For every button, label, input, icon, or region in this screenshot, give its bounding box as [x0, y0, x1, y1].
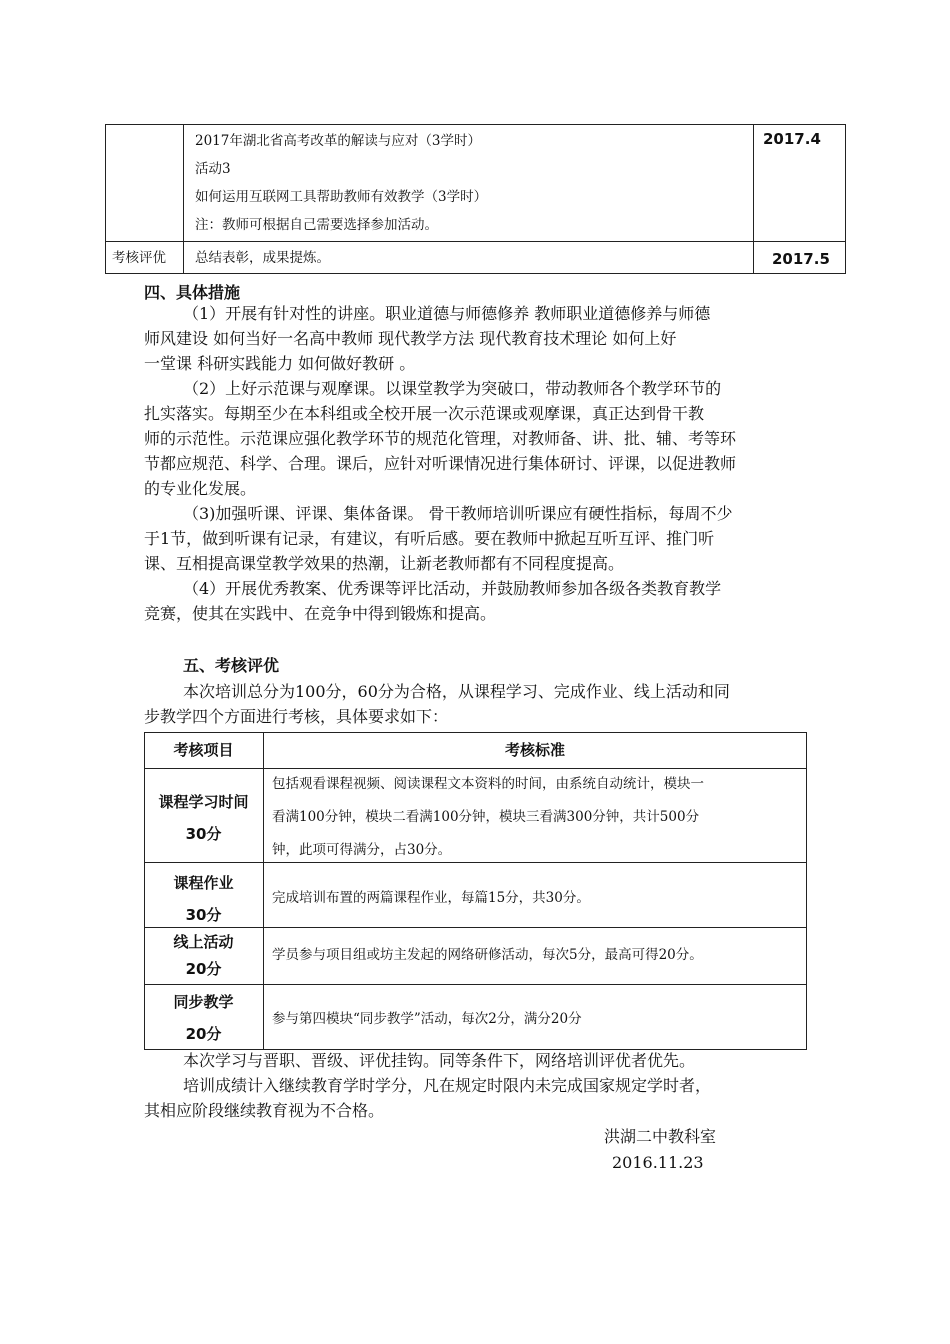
- item-standard: 钟，此项可得满分，占30分。: [272, 842, 452, 858]
- paragraph-line: （1）开展有针对性的讲座。职业道德与师德修养 教师职业道德修养与师德: [183, 304, 711, 323]
- item-score: 20分: [185, 1025, 222, 1043]
- item-name: 同步教学: [173, 993, 234, 1011]
- item-name: 课程学习时间: [158, 793, 249, 811]
- table-divider: [145, 927, 806, 928]
- activity-note: 注：教师可根据自己需要选择参加活动。: [195, 217, 438, 233]
- paragraph-line: 课、互相提高课堂教学效果的热潮，让新老教师都有不同程度提高。: [144, 554, 625, 573]
- item-standard: 完成培训布置的两篇课程作业，每篇15分，共30分。: [272, 890, 590, 906]
- table-divider: [753, 125, 754, 273]
- table-divider: [183, 125, 184, 273]
- activity-line: 活动3: [195, 161, 231, 177]
- schedule-date: 2017.5: [772, 250, 830, 268]
- activity-line: 2017年湖北省高考改革的解读与应对（3学时）: [195, 133, 481, 149]
- paragraph-line: 步教学四个方面进行考核，具体要求如下：: [144, 707, 449, 726]
- paragraph-line: 师风建设 如何当好一名高中教师 现代教学方法 现代教育技术理论 如何上好: [144, 329, 677, 348]
- signature-org: 洪湖二中教科室: [604, 1127, 717, 1146]
- section-heading: 五、考核评优: [183, 656, 280, 675]
- table-divider: [145, 768, 806, 769]
- table-header: 考核项目: [173, 741, 234, 759]
- signature-date: 2016.11.23: [612, 1153, 704, 1172]
- item-score: 30分: [185, 906, 222, 924]
- paragraph-line: 的专业化发展。: [144, 479, 257, 498]
- paragraph-line: 扎实落实。每期至少在本科组或全校开展一次示范课或观摩课，真正达到骨干教: [144, 404, 705, 423]
- activity-line: 如何运用互联网工具帮助教师有效教学（3学时）: [195, 189, 488, 205]
- row-label: 考核评优: [112, 250, 166, 266]
- paragraph-line: 本次培训总分为100分，60分为合格，从课程学习、完成作业、线上活动和同: [183, 682, 730, 701]
- section-heading: 四、具体措施: [144, 283, 241, 302]
- table-divider: [145, 862, 806, 863]
- paragraph-line: 竞赛，使其在实践中、在竞争中得到锻炼和提高。: [144, 604, 497, 623]
- paragraph-line: 一堂课 科研实践能力 如何做好教研 。: [144, 354, 416, 373]
- paragraph-line: （2）上好示范课与观摩课。以课堂教学为突破口，带动教师各个教学环节的: [183, 379, 722, 398]
- item-name: 课程作业: [173, 874, 234, 892]
- table-divider: [145, 984, 806, 985]
- schedule-date: 2017.4: [763, 130, 821, 148]
- paragraph-line: 师的示范性。示范课应强化教学环节的规范化管理，对教师备、讲、批、辅、考等环: [144, 429, 737, 448]
- item-standard: 包括观看课程视频、阅读课程文本资料的时间，由系统自动统计，模块一: [272, 776, 704, 792]
- paragraph-line: 其相应阶段继续教育视为不合格。: [144, 1101, 385, 1120]
- item-score: 30分: [185, 825, 222, 843]
- table-header: 考核标准: [504, 741, 565, 759]
- paragraph-line: 本次学习与晋职、晋级、评优挂钩。同等条件下，网络培训评优者优先。: [183, 1051, 696, 1070]
- paragraph-line: （3)加强听课、评课、集体备课。 骨干教师培训听课应有硬性指标，每周不少: [183, 504, 733, 523]
- paragraph-line: 培训成绩计入继续教育学时学分，凡在规定时限内未完成国家规定学时者，: [183, 1076, 712, 1095]
- item-standard: 学员参与项目组或坊主发起的网络研修活动，每次5分，最高可得20分。: [272, 947, 703, 963]
- item-score: 20分: [185, 960, 222, 978]
- paragraph-line: 于1节，做到听课有记录，有建议，有听后感。要在教师中掀起互听互评、推门听: [144, 529, 715, 548]
- table-divider: [106, 241, 845, 242]
- paragraph-line: 节都应规范、科学、合理。课后，应针对听课情况进行集体研讨、评课，以促进教师: [144, 454, 737, 473]
- row-content: 总结表彰，成果提炼。: [195, 250, 330, 266]
- paragraph-line: （4）开展优秀教案、优秀课等评比活动，并鼓励教师参加各级各类教育教学: [183, 579, 722, 598]
- item-name: 线上活动: [173, 933, 234, 951]
- table-divider: [263, 733, 264, 1049]
- item-standard: 参与第四模块“同步教学”活动，每次2分，满分20分: [272, 1011, 582, 1027]
- item-standard: 看满100分钟，模块二看满100分钟，模块三看满300分钟，共计500分: [272, 809, 700, 825]
